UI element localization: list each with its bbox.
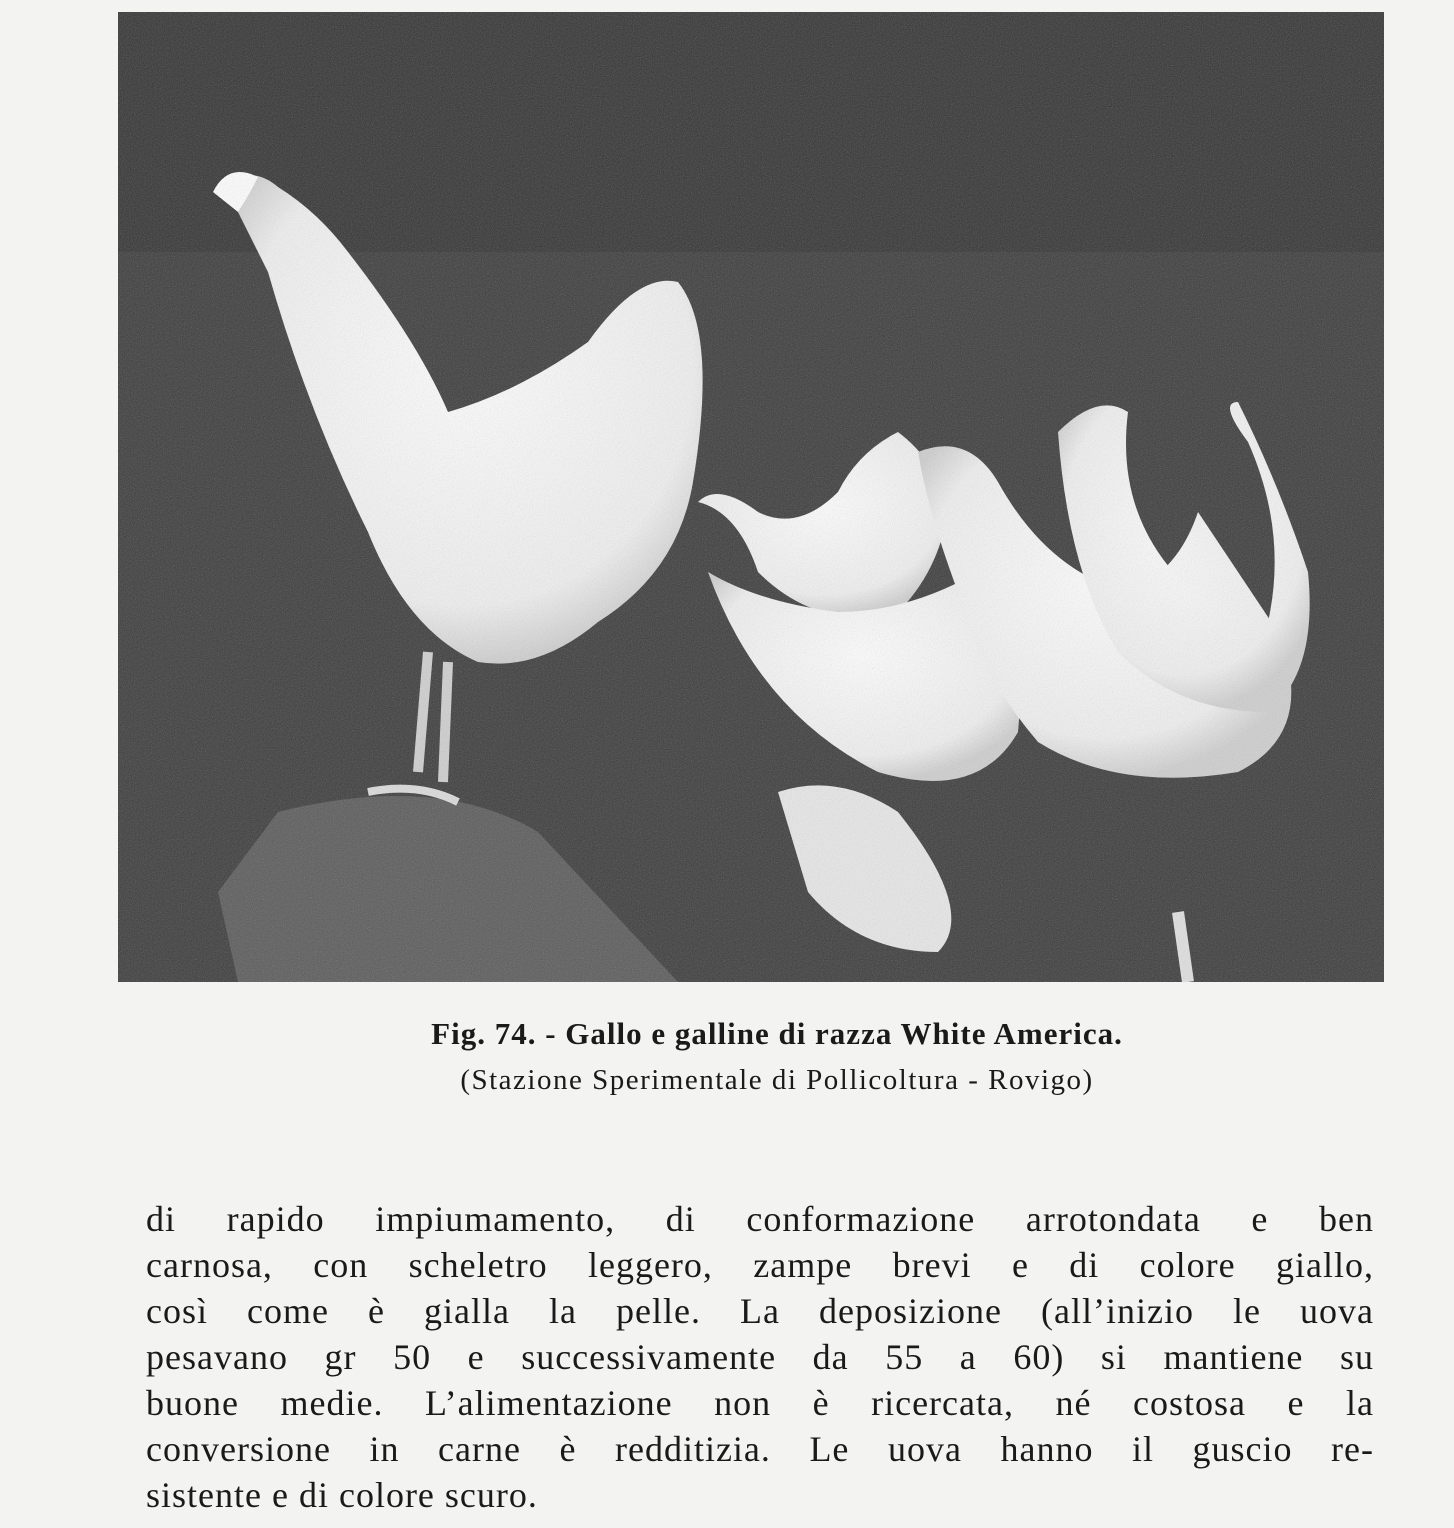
body-line: di rapido impiumamento, di conformazione arrotondata e ben: [146, 1199, 1374, 1239]
body-line: buone medie. L’alimentazione non è ricercata, né costosa e la: [146, 1383, 1374, 1423]
body-line: così come è gialla la pelle. La deposizione (all’inizio le uova: [146, 1291, 1374, 1331]
body-line: carnosa, con scheletro leggero, zampe brevi e di colore giallo,: [146, 1245, 1374, 1285]
body-paragraph: [146, 1196, 1374, 1518]
figure-caption-subtitle: (Stazione Sperimentale di Pollicoltura - Rovigo): [460, 1064, 1094, 1096]
body-line: sistente e di colore scuro.: [146, 1475, 538, 1515]
figure-caption-title: Fig. 74. - Gallo e galline di razza White America.: [431, 1016, 1123, 1051]
body-line: conversione in carne è redditizia. Le uova hanno il guscio re-: [146, 1429, 1374, 1469]
body-line: pesavano gr 50 e successivamente da 55 a 60) si mantiene su: [146, 1337, 1374, 1377]
chickens-photo-illustration: [118, 12, 1384, 982]
figure-photo: [118, 12, 1384, 982]
